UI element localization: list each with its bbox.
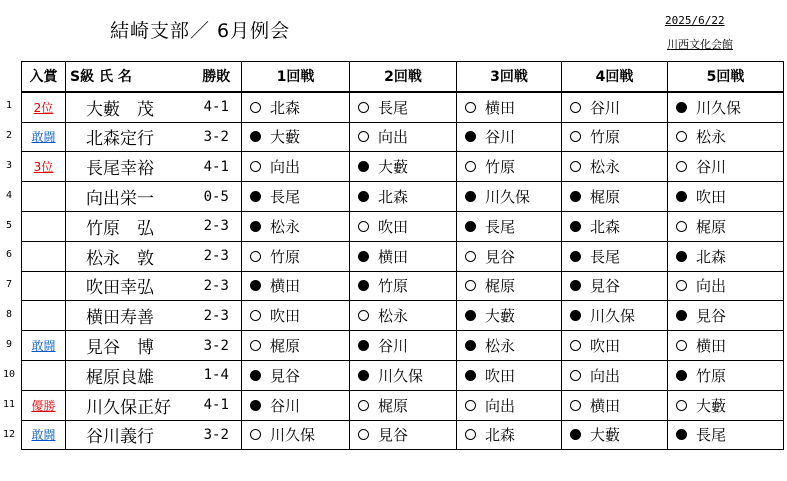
match-cell-round-3: [457, 331, 562, 361]
row-number: 10: [2, 369, 16, 381]
opponent-name: 見谷: [378, 426, 409, 445]
loss-circle-icon: [358, 340, 369, 351]
opponent-name: 吹田: [696, 188, 727, 207]
match-cell-round-1: [242, 360, 350, 390]
match-cell-round-1: [242, 331, 350, 361]
match-cell-round-1: [242, 152, 350, 182]
win-circle-icon: [358, 429, 369, 440]
award-cell: [22, 420, 66, 450]
player-name: 梶原良雄: [66, 360, 192, 390]
opponent-name: 長尾: [270, 188, 301, 207]
opponent-name: 川久保: [485, 188, 531, 207]
opponent-name: 川久保: [270, 426, 316, 445]
loss-circle-icon: [676, 310, 687, 321]
match-cell-round-2: [350, 360, 457, 390]
award-cell: [22, 271, 66, 301]
opponent-name: 見谷: [590, 277, 621, 296]
loss-circle-icon: [465, 191, 476, 202]
opponent-name: 大藪: [270, 128, 301, 147]
win-loss-score: 0-5: [192, 182, 242, 212]
match-cell-round-3: [457, 360, 562, 390]
opponent-name: 松永: [696, 128, 727, 147]
loss-circle-icon: [676, 370, 687, 381]
award-badge: 3位: [33, 160, 54, 175]
loss-circle-icon: [570, 280, 581, 291]
win-circle-icon: [358, 131, 369, 142]
win-circle-icon: [250, 310, 261, 321]
table-row: [22, 152, 784, 182]
opponent-name: 長尾: [696, 426, 727, 445]
row-number: 6: [5, 249, 13, 261]
loss-circle-icon: [250, 280, 261, 291]
table-row: [22, 390, 784, 420]
player-name: 長尾幸裕: [66, 152, 192, 182]
match-cell-round-3: [457, 420, 562, 450]
loss-circle-icon: [465, 340, 476, 351]
win-loss-score: 2-3: [192, 241, 242, 271]
win-circle-icon: [570, 102, 581, 113]
win-circle-icon: [465, 251, 476, 262]
loss-circle-icon: [676, 191, 687, 202]
loss-circle-icon: [570, 251, 581, 262]
win-circle-icon: [465, 429, 476, 440]
header-award: 入賞: [22, 62, 66, 92]
win-loss-score: 3-2: [192, 122, 242, 152]
opponent-name: 北森: [270, 98, 301, 117]
match-cell-round-4: [562, 360, 668, 390]
player-name: 北森定行: [66, 122, 192, 152]
loss-circle-icon: [250, 221, 261, 232]
win-loss-score: 2-3: [192, 211, 242, 241]
row-number: 5: [5, 219, 13, 231]
match-cell-round-3: [457, 182, 562, 212]
match-cell-round-5: [668, 152, 784, 182]
match-cell-round-3: [457, 92, 562, 122]
match-cell-round-2: [350, 92, 457, 122]
match-cell-round-4: [562, 152, 668, 182]
match-cell-round-2: [350, 152, 457, 182]
loss-circle-icon: [465, 131, 476, 142]
opponent-name: 梶原: [590, 188, 621, 207]
match-cell-round-4: [562, 241, 668, 271]
win-loss-score: 4-1: [192, 92, 242, 122]
opponent-name: 竹原: [270, 247, 301, 266]
row-number: 2: [5, 129, 13, 141]
header-round-3: 3回戦: [457, 62, 562, 92]
win-loss-score: 2-3: [192, 301, 242, 331]
match-cell-round-3: [457, 241, 562, 271]
match-cell-round-1: [242, 271, 350, 301]
player-name: 松永 敦: [66, 241, 192, 271]
match-cell-round-5: [668, 301, 784, 331]
match-cell-round-1: [242, 301, 350, 331]
table-row: [22, 271, 784, 301]
win-circle-icon: [250, 161, 261, 172]
loss-circle-icon: [250, 191, 261, 202]
header-round-2: 2回戦: [350, 62, 457, 92]
opponent-name: 北森: [485, 426, 516, 445]
opponent-name: 谷川: [696, 158, 727, 177]
win-circle-icon: [250, 340, 261, 351]
award-cell: [22, 122, 66, 152]
match-cell-round-4: [562, 420, 668, 450]
loss-circle-icon: [250, 400, 261, 411]
loss-circle-icon: [676, 102, 687, 113]
row-number: 1: [5, 100, 13, 111]
award-cell: [22, 211, 66, 241]
header-round-5: 5回戦: [668, 62, 784, 92]
match-cell-round-5: [668, 211, 784, 241]
opponent-name: 長尾: [378, 98, 409, 117]
opponent-name: 松永: [270, 217, 301, 236]
opponent-name: 吹田: [270, 307, 301, 326]
player-name: 向出栄一: [66, 182, 192, 212]
match-cell-round-4: [562, 331, 668, 361]
player-name: 竹原 弘: [66, 211, 192, 241]
match-cell-round-5: [668, 390, 784, 420]
table-row: [22, 211, 784, 241]
table-row: [22, 122, 784, 152]
match-cell-round-5: [668, 271, 784, 301]
win-circle-icon: [570, 400, 581, 411]
opponent-name: 松永: [378, 307, 409, 326]
win-loss-score: 2-3: [192, 271, 242, 301]
award-cell: [22, 390, 66, 420]
loss-circle-icon: [250, 370, 261, 381]
loss-circle-icon: [570, 191, 581, 202]
opponent-name: 川久保: [696, 98, 742, 117]
win-circle-icon: [570, 131, 581, 142]
loss-circle-icon: [250, 131, 261, 142]
opponent-name: 梶原: [270, 337, 301, 356]
opponent-name: 松永: [590, 158, 621, 177]
win-circle-icon: [570, 161, 581, 172]
opponent-name: 梶原: [696, 217, 727, 236]
row-number: 12: [2, 428, 16, 440]
event-venue: 川西文化会館: [667, 38, 733, 51]
player-name: 見谷 博: [66, 331, 192, 361]
win-circle-icon: [358, 400, 369, 411]
match-cell-round-4: [562, 390, 668, 420]
loss-circle-icon: [358, 370, 369, 381]
award-cell: [22, 241, 66, 271]
award-cell: [22, 360, 66, 390]
opponent-name: 川久保: [378, 366, 424, 385]
opponent-name: 横田: [378, 247, 409, 266]
win-circle-icon: [570, 340, 581, 351]
award-cell: [22, 301, 66, 331]
win-circle-icon: [676, 400, 687, 411]
loss-circle-icon: [676, 251, 687, 262]
award-badge: 敢闘: [31, 339, 56, 354]
match-cell-round-1: [242, 390, 350, 420]
match-cell-round-2: [350, 211, 457, 241]
player-name: 川久保正好: [66, 390, 192, 420]
award-badge: 敢闘: [31, 428, 56, 443]
opponent-name: 長尾: [590, 247, 621, 266]
row-number: 11: [2, 398, 16, 410]
award-badge: 敢闘: [31, 130, 56, 145]
match-cell-round-5: [668, 92, 784, 122]
match-cell-round-5: [668, 360, 784, 390]
opponent-name: 北森: [378, 188, 409, 207]
opponent-name: 大藪: [590, 426, 621, 445]
opponent-name: 大藪: [485, 307, 516, 326]
match-cell-round-3: [457, 211, 562, 241]
win-circle-icon: [465, 400, 476, 411]
opponent-name: 谷川: [378, 337, 409, 356]
table-row: [22, 92, 784, 122]
match-cell-round-2: [350, 301, 457, 331]
win-circle-icon: [676, 161, 687, 172]
match-cell-round-1: [242, 420, 350, 450]
match-cell-round-2: [350, 241, 457, 271]
row-number-column: [0, 91, 18, 450]
player-name: 大藪 茂: [66, 92, 192, 122]
win-circle-icon: [250, 251, 261, 262]
win-circle-icon: [465, 102, 476, 113]
opponent-name: 横田: [696, 337, 727, 356]
opponent-name: 竹原: [590, 128, 621, 147]
match-cell-round-2: [350, 271, 457, 301]
opponent-name: 谷川: [270, 396, 301, 415]
opponent-name: 北森: [696, 247, 727, 266]
opponent-name: 谷川: [590, 98, 621, 117]
loss-circle-icon: [570, 310, 581, 321]
match-cell-round-5: [668, 241, 784, 271]
table-row: [22, 182, 784, 212]
win-circle-icon: [250, 102, 261, 113]
loss-circle-icon: [465, 221, 476, 232]
award-cell: [22, 182, 66, 212]
win-loss-score: 4-1: [192, 390, 242, 420]
loss-circle-icon: [465, 310, 476, 321]
loss-circle-icon: [570, 429, 581, 440]
header-name: S級 氏 名: [66, 62, 192, 92]
match-cell-round-3: [457, 301, 562, 331]
match-cell-round-4: [562, 211, 668, 241]
row-number: 3: [5, 159, 13, 171]
win-circle-icon: [676, 280, 687, 291]
opponent-name: 見谷: [696, 307, 727, 326]
win-circle-icon: [676, 131, 687, 142]
match-cell-round-3: [457, 152, 562, 182]
loss-circle-icon: [358, 191, 369, 202]
match-cell-round-4: [562, 122, 668, 152]
row-number: 7: [5, 279, 13, 291]
player-name: 横田寿善: [66, 301, 192, 331]
event-date: 2025/6/22: [665, 14, 725, 27]
opponent-name: 向出: [590, 366, 621, 385]
match-cell-round-2: [350, 420, 457, 450]
win-loss-score: 1-4: [192, 360, 242, 390]
match-cell-round-1: [242, 122, 350, 152]
opponent-name: 谷川: [485, 128, 516, 147]
opponent-name: 梶原: [485, 277, 516, 296]
match-cell-round-1: [242, 182, 350, 212]
win-circle-icon: [358, 221, 369, 232]
opponent-name: 吹田: [378, 217, 409, 236]
table-row: [22, 420, 784, 450]
opponent-name: 横田: [270, 277, 301, 296]
match-cell-round-4: [562, 301, 668, 331]
header-row: [22, 62, 784, 92]
win-circle-icon: [570, 370, 581, 381]
win-circle-icon: [465, 161, 476, 172]
award-cell: [22, 152, 66, 182]
opponent-name: 見谷: [485, 247, 516, 266]
opponent-name: 大藪: [696, 396, 727, 415]
match-cell-round-3: [457, 390, 562, 420]
table-row: [22, 331, 784, 361]
match-cell-round-3: [457, 271, 562, 301]
results-table: [21, 61, 784, 450]
match-cell-round-4: [562, 271, 668, 301]
loss-circle-icon: [358, 251, 369, 262]
header-round-4: 4回戦: [562, 62, 668, 92]
player-name: 谷川義行: [66, 420, 192, 450]
opponent-name: 竹原: [485, 158, 516, 177]
opponent-name: 横田: [590, 396, 621, 415]
loss-circle-icon: [358, 161, 369, 172]
match-cell-round-4: [562, 182, 668, 212]
match-cell-round-1: [242, 211, 350, 241]
win-circle-icon: [676, 340, 687, 351]
header-score: 勝敗: [192, 62, 242, 92]
opponent-name: 横田: [485, 98, 516, 117]
player-name: 吹田幸弘: [66, 271, 192, 301]
page-title: 結崎支部／ 6月例会: [110, 20, 291, 42]
win-circle-icon: [358, 102, 369, 113]
award-badge: 2位: [33, 100, 54, 115]
loss-circle-icon: [676, 429, 687, 440]
loss-circle-icon: [465, 370, 476, 381]
match-cell-round-1: [242, 92, 350, 122]
win-circle-icon: [358, 310, 369, 321]
row-number: 8: [5, 309, 13, 321]
award-cell: [22, 331, 66, 361]
opponent-name: 吹田: [590, 337, 621, 356]
row-number: 4: [5, 189, 13, 201]
row-number: 9: [5, 339, 13, 351]
win-loss-score: 3-2: [192, 331, 242, 361]
opponent-name: 大藪: [378, 158, 409, 177]
award-badge: 優勝: [31, 398, 56, 413]
match-cell-round-2: [350, 182, 457, 212]
opponent-name: 竹原: [696, 366, 727, 385]
match-cell-round-2: [350, 331, 457, 361]
opponent-name: 向出: [378, 128, 409, 147]
header-round-1: 1回戦: [242, 62, 350, 92]
table-row: [22, 301, 784, 331]
table-row: [22, 241, 784, 271]
match-cell-round-2: [350, 122, 457, 152]
opponent-name: 向出: [696, 277, 727, 296]
loss-circle-icon: [358, 280, 369, 291]
opponent-name: 向出: [485, 396, 516, 415]
win-loss-score: 4-1: [192, 152, 242, 182]
match-cell-round-2: [350, 390, 457, 420]
opponent-name: 竹原: [378, 277, 409, 296]
win-circle-icon: [465, 280, 476, 291]
win-circle-icon: [250, 429, 261, 440]
opponent-name: 吹田: [485, 366, 516, 385]
opponent-name: 長尾: [485, 217, 516, 236]
opponent-name: 北森: [590, 217, 621, 236]
match-cell-round-5: [668, 122, 784, 152]
match-cell-round-5: [668, 331, 784, 361]
award-cell: [22, 92, 66, 122]
opponent-name: 松永: [485, 337, 516, 356]
match-cell-round-3: [457, 122, 562, 152]
match-cell-round-5: [668, 420, 784, 450]
match-cell-round-5: [668, 182, 784, 212]
table-row: [22, 360, 784, 390]
opponent-name: 向出: [270, 158, 301, 177]
win-circle-icon: [676, 221, 687, 232]
loss-circle-icon: [570, 221, 581, 232]
opponent-name: 川久保: [590, 307, 636, 326]
opponent-name: 見谷: [270, 366, 301, 385]
win-loss-score: 3-2: [192, 420, 242, 450]
match-cell-round-4: [562, 92, 668, 122]
opponent-name: 梶原: [378, 396, 409, 415]
match-cell-round-1: [242, 241, 350, 271]
